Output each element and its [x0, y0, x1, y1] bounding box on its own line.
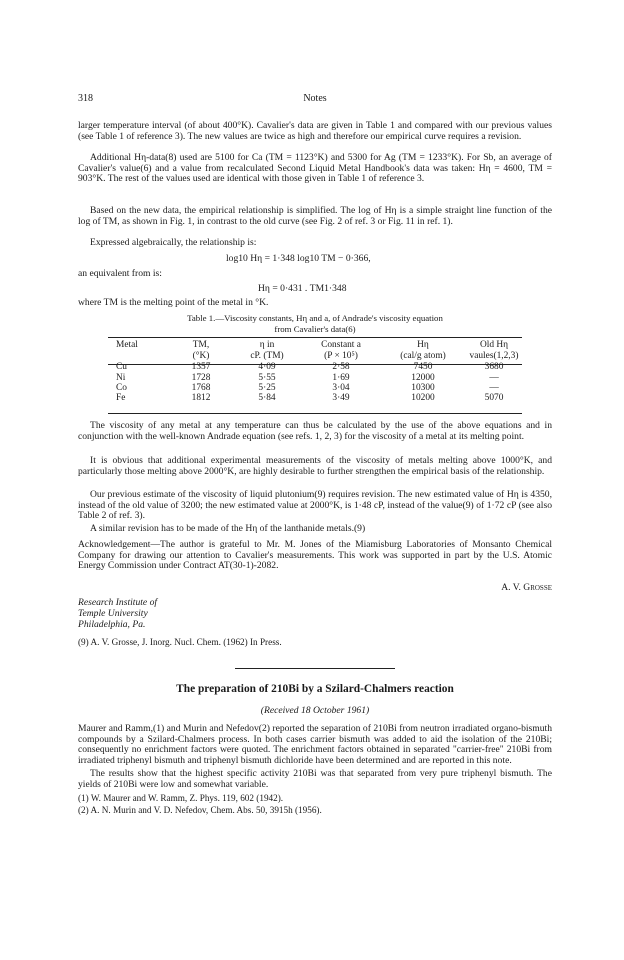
article-2-paragraph-1: Maurer and Ramm,(1) and Murin and Nefedov(2) reported the separation of 210Bi from neutron irradiated organo-bismuth compounds by a Szilard-Chalmers process. In both cases carrier bismuth was added to aid the isolation of the 210Bi; consequently no enrichment factors were quoted. The enrichment factors obtained in separated "carrier-free" 210Bi from irradiated triphenyl bismuth and triphenyl bismuth dichloride have been determined and are reported in this note.: [78, 723, 552, 766]
article-2-reference-1: (1) W. Maurer and W. Ramm, Z. Phys. 119, 602 (1942).: [78, 793, 284, 803]
table-cell: 1768: [191, 383, 211, 394]
paragraph-5: The viscosity of any metal at any temperature can thus be calculated by the use of the above equations and in conjunction with the well-known Andrade equation (see refs. 1, 2, 3) for the viscosity of a metal at its melting point.: [78, 420, 552, 442]
table-cell: 1812: [191, 393, 211, 404]
table-row: [108, 393, 522, 403]
header-constant-a: Constant a (P × 10⁵): [321, 340, 361, 361]
header-eta: η in cP. (TM): [250, 340, 284, 361]
table-cell: 5070: [484, 393, 504, 404]
table-cell: 1·69: [332, 373, 350, 383]
running-title: Notes: [303, 93, 327, 104]
table-cell: —: [489, 383, 499, 394]
reference-9: (9) A. V. Grosse, J. Inorg. Nucl. Chem. (1962) In Press.: [78, 637, 282, 647]
table-cell: 5·25: [258, 383, 276, 394]
header-h-eta: Hη (cal/g atom): [400, 340, 446, 361]
table-row: [108, 361, 522, 373]
table-cell: 5·55: [258, 373, 276, 383]
table-cell: 7450: [413, 361, 433, 372]
article-2-title: The preparation of 210Bi by a Szilard-Chalmers reaction: [176, 683, 454, 695]
header-metal: Metal: [116, 340, 138, 350]
table-header-rule: [108, 364, 522, 365]
affiliation-line-1: Research Institute of: [78, 597, 158, 608]
section-separator: [235, 668, 395, 669]
table-cell: 3680: [484, 361, 504, 372]
affiliation: [78, 597, 157, 630]
author: A. V. Grosse: [501, 582, 552, 593]
table-cell: 1357: [191, 361, 211, 372]
paragraph-2: Additional Hη-data(8) used are 5100 for Ca (TM = 1123°K) and 5300 for Ag (TM = 1233°K). For Sb, an average of Cavalier's value(6) and a value from recalculated Second Liquid Metal Handbook's data was taken: Hη = 4600, TM = 903°K. The rest of the values used are identical with those given in Table 1 of reference 3.: [78, 152, 552, 185]
table-cell: 4·09: [258, 361, 276, 372]
article-2-paragraph-2: The results show that the highest specific activity 210Bi was that separated from very pure triphenyl bismuth. The yields of 210Bi were low and somewhat variable.: [78, 768, 552, 790]
table-cell: Fe: [116, 393, 126, 404]
table-cell: —: [489, 373, 499, 383]
equation-power: Hη = 0·431 . TM1·348: [258, 283, 347, 294]
table-header-row: [108, 340, 522, 361]
paragraph-7: Our previous estimate of the viscosity of liquid plutonium(9) requires revision. The new estimated value of Hη is 4350, instead of the old value of 3200; the new estimated value at 2000°K, is 1·48 cP, instead of the value(9) of 1·72 cP (see also Table 2 of ref. 3).: [78, 489, 552, 522]
table-top-rule: [108, 337, 522, 338]
viscosity-table: [108, 340, 522, 404]
table-cell: 3·49: [332, 393, 350, 404]
table-cell: 5·84: [258, 393, 276, 404]
equation-log: log10 Hη = 1·348 log10 TM − 0·366,: [226, 253, 371, 264]
equivalent-label: an equivalent from is:: [78, 268, 162, 279]
header-tm: TM, (°K): [192, 340, 210, 361]
table-cell: Co: [116, 383, 127, 394]
article-2-reference-2: (2) A. N. Murin and V. D. Nefedov, Chem. Abs. 50, 3915h (1956).: [78, 805, 322, 815]
table-cell: Ni: [116, 373, 126, 383]
table-row: [108, 383, 522, 393]
table-cell: 1728: [191, 373, 211, 383]
page-number: 318: [78, 93, 93, 104]
table-cell: 2·58: [332, 361, 350, 372]
table-cell: 12000: [411, 373, 435, 383]
paragraph-4: Expressed algebraically, the relationship is:: [90, 237, 257, 248]
article-2-received: (Received 18 October 1961): [260, 705, 370, 716]
table-caption-line-1: Table 1.—Viscosity constants, Hη and a, of Andrade's viscosity equation: [187, 313, 443, 323]
paragraph-1: larger temperature interval (of about 400°K). Cavalier's data are given in Table 1 and compared with our previous values (see Table 1 of reference 3). The new values are twice as high and therefore our empirical curve requires a revision.: [78, 120, 552, 142]
table-caption-line-2: from Cavalier's data(6): [274, 323, 356, 334]
header-old-h-eta: Old Hη vaules(1,2,3): [469, 340, 519, 361]
affiliation-line-3: Philadelphia, Pa.: [78, 619, 146, 630]
table-caption: [108, 313, 522, 334]
paragraph-8: A similar revision has to be made of the Hη of the lanthanide metals.(9): [90, 523, 366, 534]
table-cell: 10300: [411, 383, 435, 394]
journal-page: [78, 0, 552, 960]
table-bottom-rule: [108, 413, 522, 414]
table-row: [108, 373, 522, 383]
table-cell: 3·04: [332, 383, 350, 394]
where-line: where TM is the melting point of the metal in °K.: [78, 297, 269, 308]
table-cell: 10200: [411, 393, 435, 404]
affiliation-line-2: Temple University: [78, 608, 148, 619]
paragraph-3: Based on the new data, the empirical relationship is simplified. The log of Hη is a simple straight line function of the log of TM, as shown in Fig. 1, in contrast to the old curve (see Fig. 2 of ref. 3 or Fig. 11 in ref. 1).: [78, 205, 552, 227]
paragraph-6: It is obvious that additional experimental measurements of the viscosity of metals melting above 1000°K, and particularly those melting above 2000°K, are highly desirable to further strengthen the empirical basis of the relationship.: [78, 455, 552, 477]
acknowledgement: Acknowledgement—The author is grateful to Mr. M. Jones of the Miamisburg Laboratories of Monsanto Chemical Company for drawing our attention to Cavalier's measurements. This work was supported in part by the U.S. Atomic Energy Commission under Contract AT(30-1)-2082.: [78, 539, 552, 572]
table-cell: Cu: [116, 361, 127, 372]
